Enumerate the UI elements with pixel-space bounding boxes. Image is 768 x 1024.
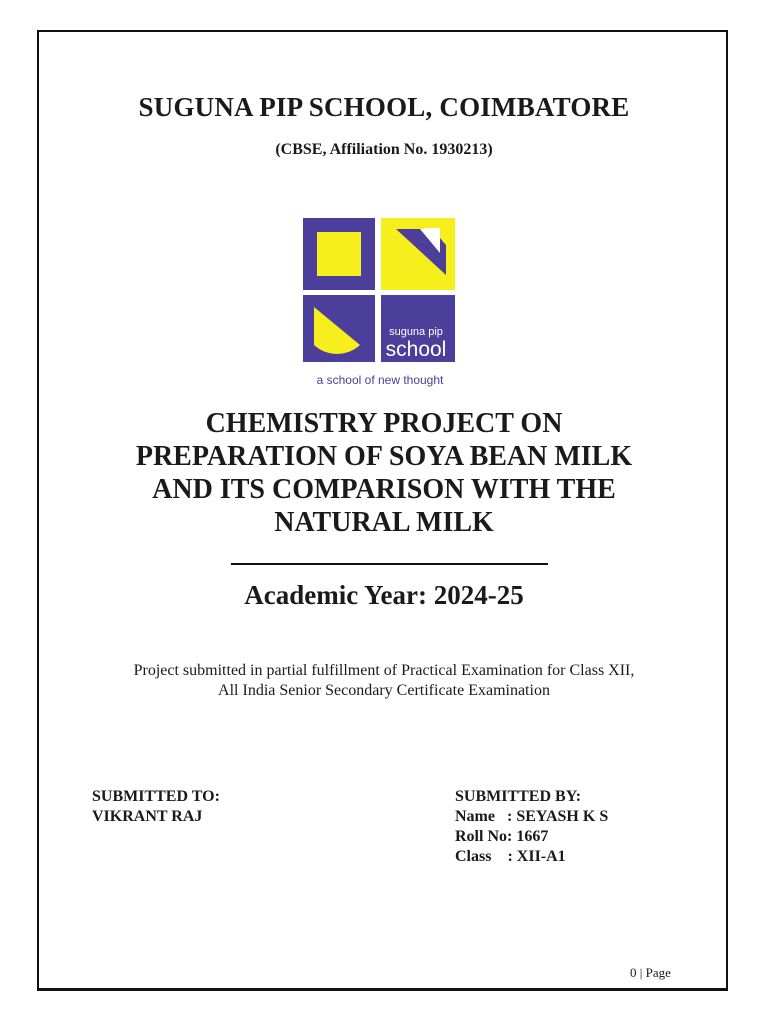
student-name-value: SEYASH K S [516,808,609,825]
submitted-by-heading: SUBMITTED BY: [455,788,582,805]
logo-brand-line1: suguna pip [389,326,443,338]
school-name: SUGUNA PIP SCHOOL, COIMBATORE [138,92,630,122]
class-label: Class : [455,848,517,865]
roll-number-label: Roll No: [455,828,517,845]
page-number: 0 | Page [630,965,671,980]
logo-tagline: a school of new thought [316,373,444,387]
class-row [455,847,608,867]
logo-yellow-square [317,232,361,276]
project-title [80,407,688,539]
class-value: XII-A1 [516,848,566,865]
roll-number-value: 1667 [516,828,549,845]
roll-number-row [455,827,608,847]
academic-year: Academic Year: 2024-25 [244,580,524,610]
affiliation-number: (CBSE, Affiliation No. 1930213) [275,141,493,158]
submission-note-line: Project submitted in partial fulfillment of Practical Examination for Class XII, [133,662,635,679]
submitted-to-name: VIKRANT RAJ [92,808,203,825]
submitted-to-heading: SUBMITTED TO: [92,788,220,805]
project-title-line: AND ITS COMPARISON WITH THE [152,474,616,505]
logo-brand-line2: school [385,338,447,361]
project-title-line: NATURAL MILK [274,507,494,538]
project-title-line: PREPARATION OF SOYA BEAN MILK [135,441,633,472]
submission-note-line: All India Senior Secondary Certificate Examination [218,682,550,699]
submission-note [60,661,708,701]
project-title-line: CHEMISTRY PROJECT ON [205,408,563,439]
student-name-label: Name : [455,808,517,825]
school-logo [300,215,460,390]
student-name-row [455,807,608,827]
submitted-to-block [92,787,220,827]
title-divider [231,563,548,565]
submitted-by-block [455,787,608,867]
